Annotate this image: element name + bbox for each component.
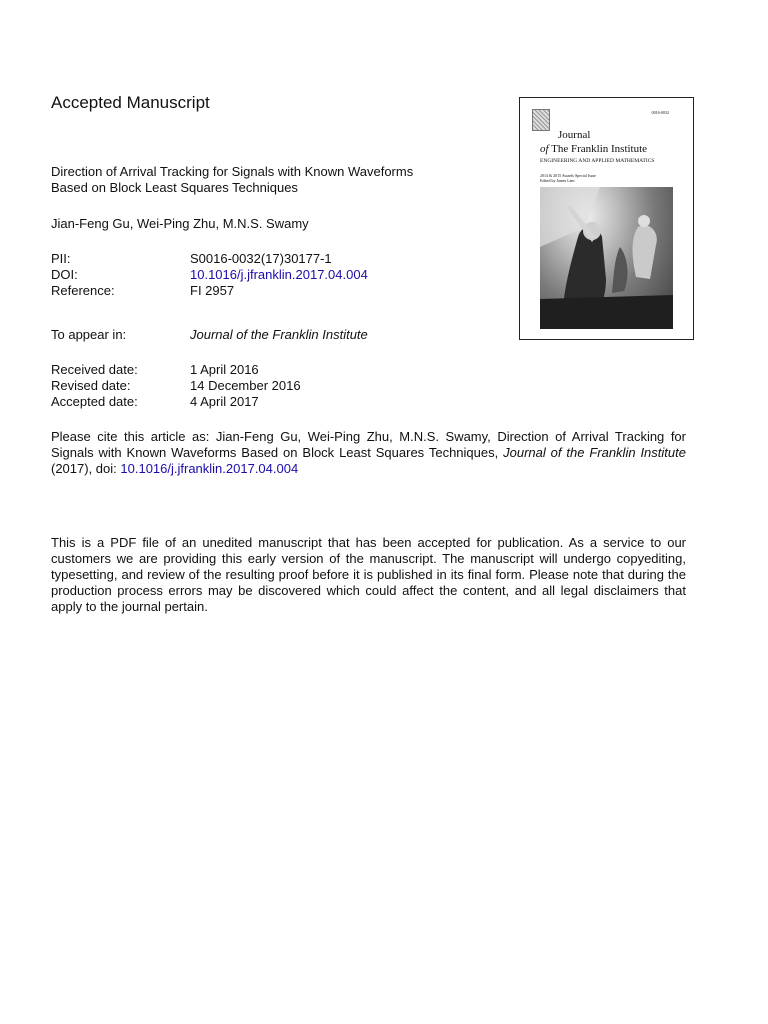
journal-cover-image xyxy=(519,97,694,340)
accepted-date-label: Accepted date: xyxy=(51,394,138,409)
cover-issue-line2: Edited by James Lam xyxy=(540,178,575,183)
cover-issue xyxy=(540,173,596,183)
cover-journal-name xyxy=(540,143,647,155)
article-title xyxy=(51,164,491,196)
article-authors: Jian-Feng Gu, Wei-Ping Zhu, M.N.S. Swamy xyxy=(51,216,309,231)
reference-label: Reference: xyxy=(51,283,115,298)
cover-issn: 0016-0032 xyxy=(651,110,669,115)
citation-paragraph xyxy=(51,429,686,477)
cover-journal-word: Journal xyxy=(558,129,591,141)
citation-year-doi: (2017), doi: xyxy=(51,461,117,476)
received-date-value: 1 April 2016 xyxy=(190,362,259,377)
reference-value: FI 2957 xyxy=(190,283,235,298)
to-appear-label: To appear in: xyxy=(51,327,127,342)
cover-painting-figure xyxy=(540,187,673,329)
article-title-line1: Direction of Arrival Tracking for Signals with Known Waveforms xyxy=(51,164,414,179)
received-date-label: Received date: xyxy=(51,362,138,377)
pii-value: S0016-0032(17)30177-1 xyxy=(190,251,332,266)
cover-subtitle: ENGINEERING AND APPLIED MATHEMATICS xyxy=(540,158,655,164)
to-appear-journal: Journal of the Franklin Institute xyxy=(190,327,368,342)
cover-issue-line1: 2014 & 2015 Awards Special Issue xyxy=(540,173,596,178)
citation-doi-link[interactable]: 10.1016/j.jfranklin.2017.04.004 xyxy=(120,461,299,476)
cover-journal-title: The Franklin Institute xyxy=(551,143,648,155)
revised-date-value: 14 December 2016 xyxy=(190,378,301,393)
cover-painting xyxy=(540,187,673,329)
doi-link[interactable]: 10.1016/j.jfranklin.2017.04.004 xyxy=(190,267,368,282)
citation-journal: Journal of the Franklin Institute xyxy=(503,445,686,460)
accepted-manuscript-heading: Accepted Manuscript xyxy=(51,93,210,112)
revised-date-label: Revised date: xyxy=(51,378,131,393)
article-title-line2: Based on Block Least Squares Techniques xyxy=(51,180,298,195)
disclaimer-paragraph: This is a PDF file of an unedited manuscript that has been accepted for publication. As a service to our customers we are providing this early version of the manuscript. The manuscript will undergo copyediting, typesetting, and review of the resulting proof before it is published in its final form. Please note that during the production process errors may be discovered which could affect the content, and all legal disclaimers that apply to the journal pertain. xyxy=(51,535,686,614)
publisher-logo-icon xyxy=(532,109,550,131)
accepted-date-value: 4 April 2017 xyxy=(190,394,259,409)
cover-of-word: of xyxy=(540,143,549,155)
pii-label: PII: xyxy=(51,251,71,266)
doi-label: DOI: xyxy=(51,267,78,282)
citation-text: Please cite this article as: Jian-Feng Gu, Wei-Ping Zhu, M.N.S. Swamy, Direction of Arrival Tracking for Signals with Known Waveforms Based on Block Least Squares Techniques, xyxy=(51,429,686,460)
